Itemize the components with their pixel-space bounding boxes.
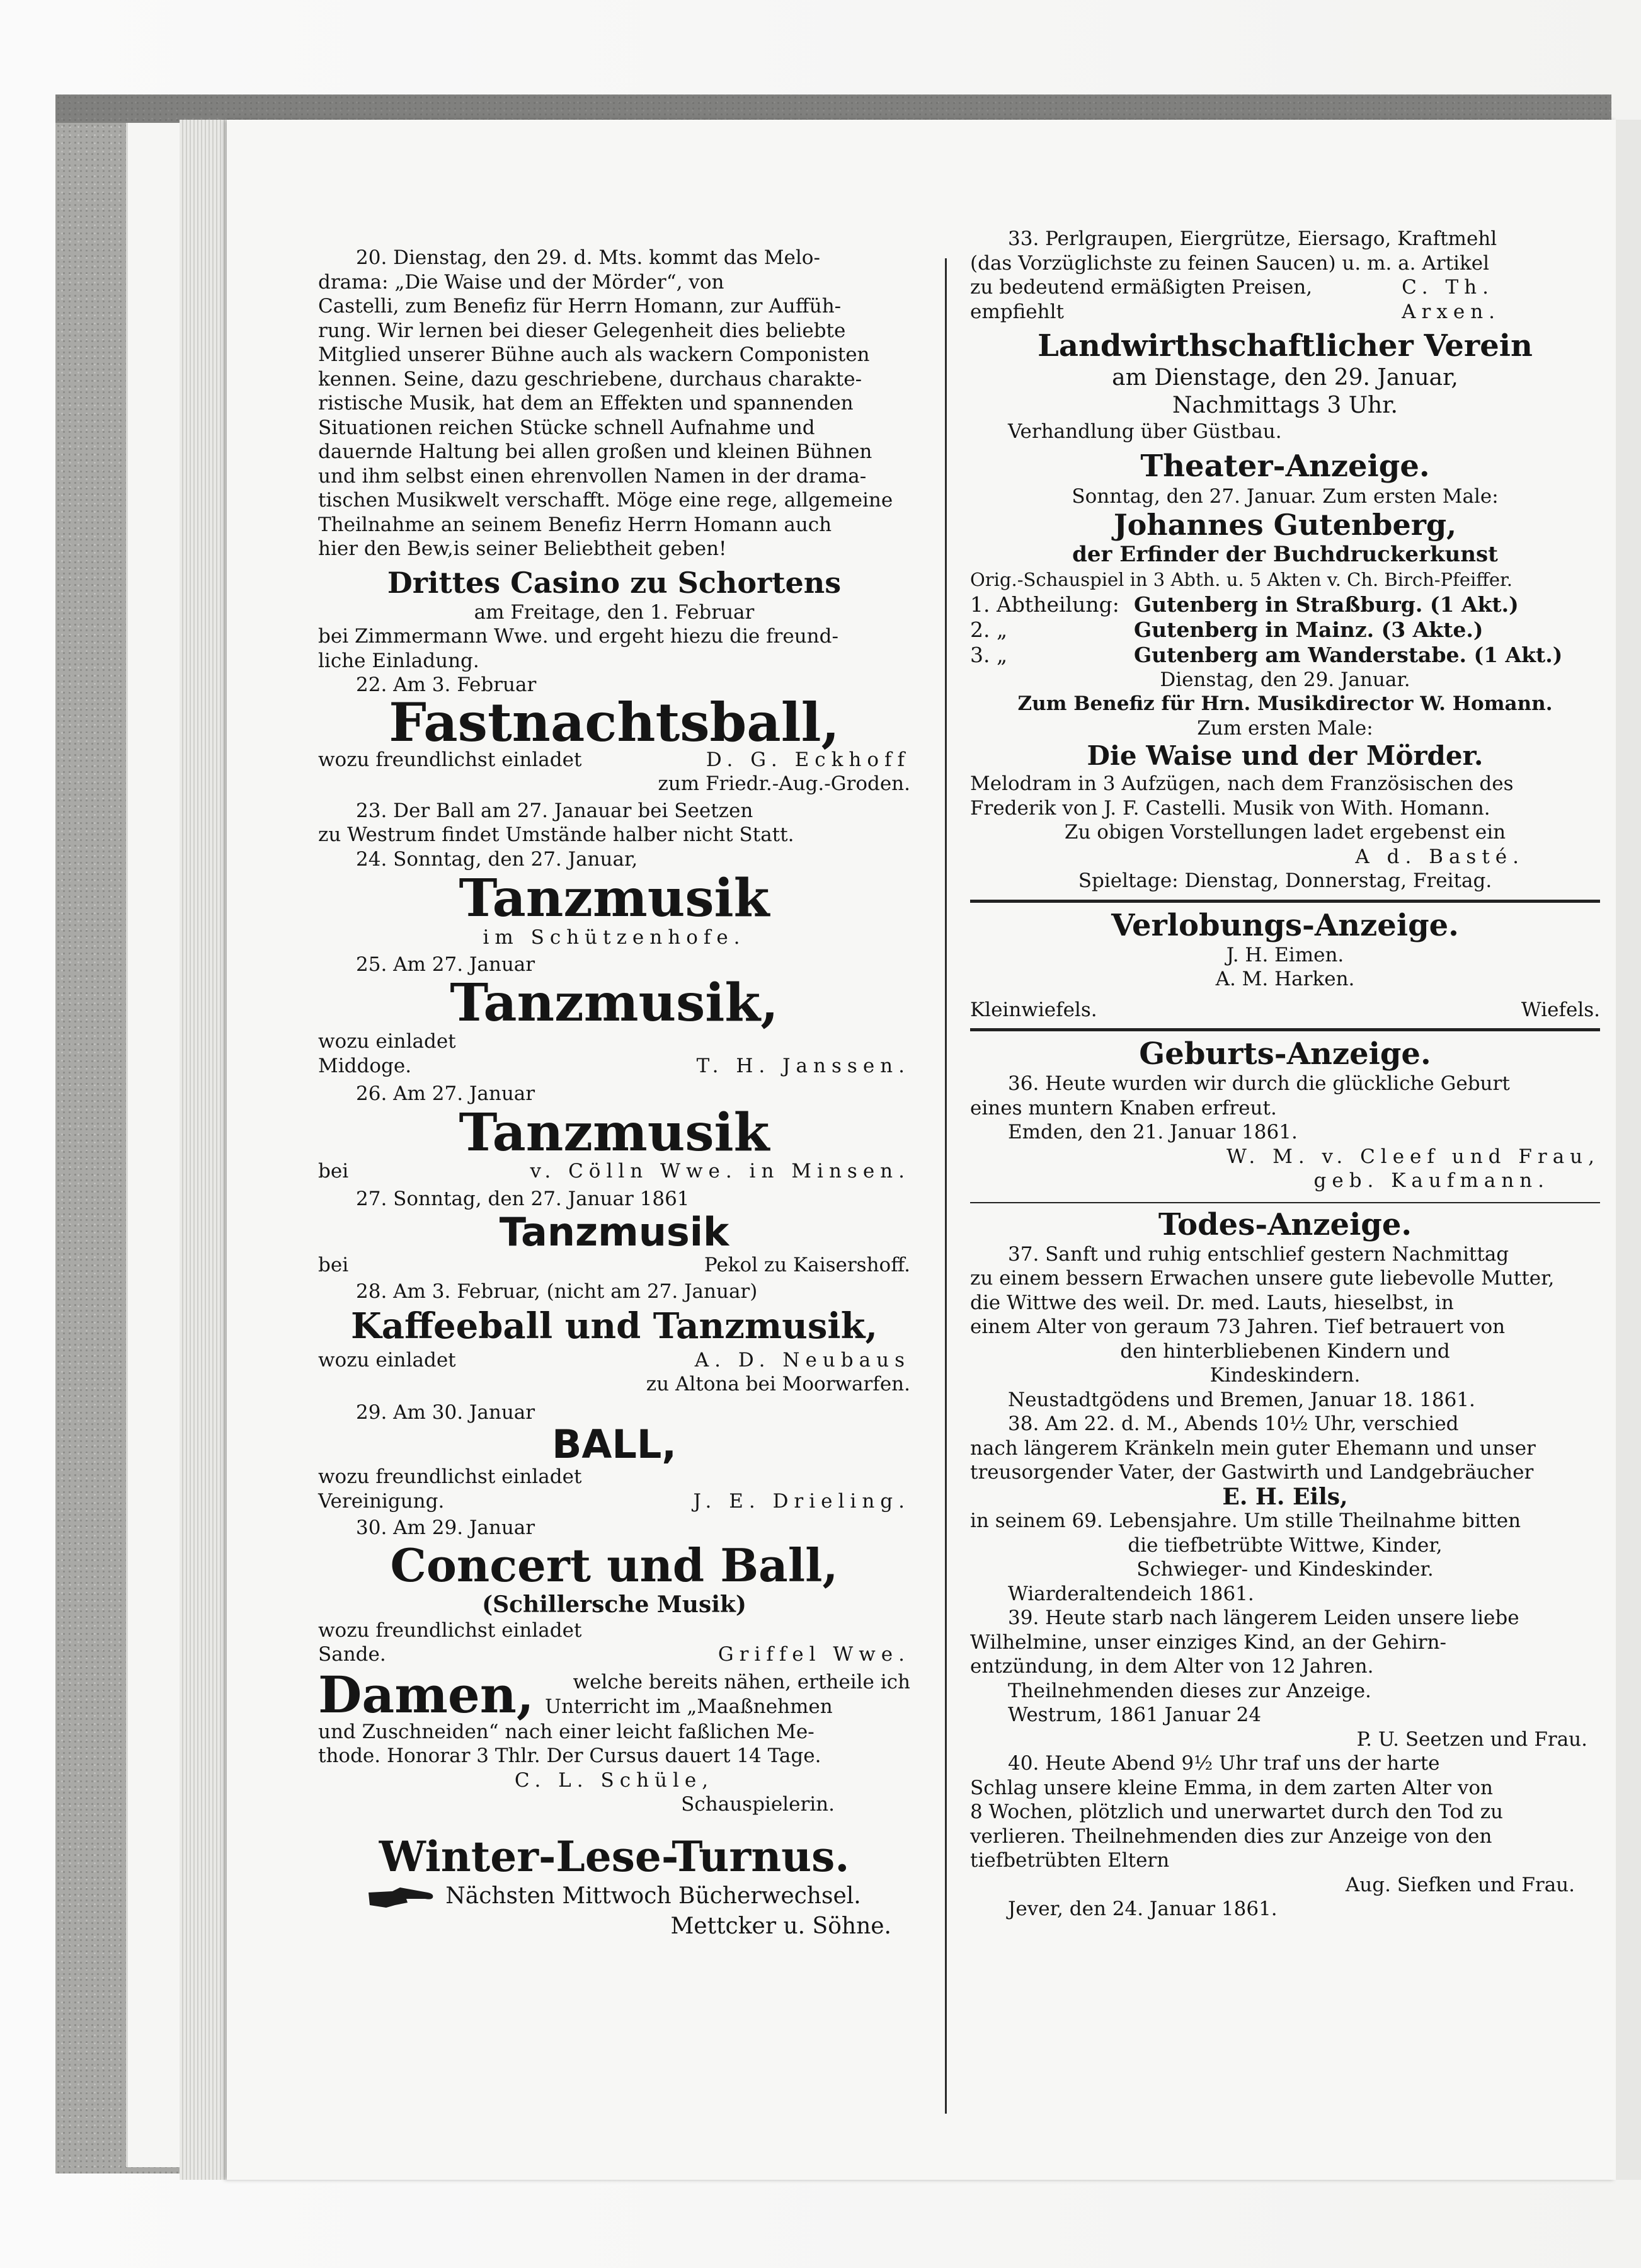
text-row bbox=[318, 1489, 910, 1514]
ad-23 bbox=[318, 799, 910, 847]
text-line: Zum Benefiz für Hrn. Musikdirector W. Homann. bbox=[1017, 692, 1553, 715]
damen-title: Damen, bbox=[318, 1664, 534, 1724]
ad-geburt bbox=[970, 1036, 1600, 1193]
text-line: am Dienstage, den 29. Januar, bbox=[1112, 365, 1458, 391]
signature: v. Cölln Wwe. in Minsen. bbox=[530, 1159, 910, 1183]
text-line: Sonntag, den 27. Januar. Zum ersten Male: bbox=[1072, 484, 1499, 508]
text-line: am Freitage, den 1. Februar bbox=[474, 600, 755, 624]
text-row bbox=[318, 1054, 910, 1079]
ad-25-tanzmusik bbox=[318, 953, 910, 1079]
ad-38 bbox=[970, 1412, 1600, 1606]
text-line: Frederik von J. F. Castelli. Musik von With. Homann. bbox=[970, 796, 1490, 820]
text-line: Schwieger- und Kindeskinder. bbox=[1136, 1558, 1434, 1581]
text-row bbox=[318, 1348, 910, 1373]
text-line: treusorgender Vater, der Gastwirth und Landgebräucher bbox=[970, 1461, 1534, 1484]
ad-27-tanzmusik bbox=[318, 1187, 910, 1277]
text-row bbox=[318, 1642, 910, 1667]
tanzmusik-title: Tanzmusik, bbox=[450, 973, 779, 1033]
text-line: bei Zimmermann Wwe. und ergeht hiezu die freund- bbox=[318, 625, 838, 648]
text-line: nach längerem Kränkeln mein guter Ehemann und unser bbox=[970, 1436, 1536, 1460]
ad-theater bbox=[970, 448, 1600, 893]
theater-title: Theater-Anzeige. bbox=[1140, 448, 1430, 484]
tanzmusik-title: Tanzmusik bbox=[499, 1208, 729, 1255]
text-line: und Zuschneiden“ nach einer leicht faßlichen Me- bbox=[318, 1720, 815, 1743]
text-line: wozu einladet bbox=[318, 1030, 456, 1053]
text-line: Unterricht im „Maaßnehmen bbox=[545, 1695, 833, 1718]
text-line: und ihm selbst einen ehrenvollen Namen in der drama- bbox=[318, 464, 867, 488]
verlobung-title: Verlobungs-Anzeige. bbox=[1111, 907, 1459, 943]
ad-39 bbox=[970, 1606, 1600, 1751]
column-divider bbox=[945, 258, 947, 2114]
ad-damen bbox=[318, 1664, 910, 1817]
text-line: rung. Wir lernen bei dieser Gelegenheit dies beliebte bbox=[318, 319, 846, 342]
text-line: die tiefbetrübte Wittwe, Kinder, bbox=[1128, 1533, 1443, 1557]
text-line: kennen. Seine, dazu geschriebene, durchaus charakte- bbox=[318, 367, 862, 391]
text-line: den hinterbliebenen Kindern und bbox=[1120, 1339, 1450, 1363]
signature: Pekol zu Kaisershoff. bbox=[704, 1253, 910, 1276]
text-line: E. H. Eils, bbox=[1222, 1483, 1348, 1510]
page-stack-edges bbox=[180, 120, 230, 2180]
part-row bbox=[970, 592, 1600, 617]
concert-title: Concert und Ball, bbox=[390, 1538, 838, 1592]
place: Wiefels. bbox=[1521, 998, 1600, 1021]
text-line: Verhandlung über Güstbau. bbox=[1008, 420, 1282, 443]
text-line: (das Vorzüglichste zu feinen Saucen) u. m. a. Artikel bbox=[970, 251, 1489, 275]
text-line: 27. Sonntag, den 27. Januar 1861 bbox=[356, 1188, 690, 1210]
place: Kleinwiefels. bbox=[970, 998, 1097, 1021]
lese-line bbox=[318, 1881, 910, 1911]
part-row bbox=[970, 643, 1600, 668]
text-line: Nächsten Mittwoch Bücherwechsel. bbox=[445, 1882, 861, 1909]
signature: Griffel Wwe. bbox=[718, 1643, 910, 1666]
text-line: 29. Am 30. Januar bbox=[356, 1400, 535, 1424]
ad-verlobung bbox=[970, 908, 1600, 1022]
ad-20-melodrama bbox=[318, 246, 910, 561]
signature: J. E. Drieling. bbox=[693, 1489, 910, 1513]
text-line: die Wittwe des weil. Dr. med. Lauts, hieselbst, in bbox=[970, 1291, 1454, 1314]
text-line: 23. Der Ball am 27. Janauar bei Seetzen bbox=[356, 799, 753, 822]
text-line: entzündung, in dem Alter von 12 Jahren. bbox=[970, 1655, 1374, 1678]
text-line: einem Alter von geraum 73 Jahren. Tief betrauert von bbox=[970, 1315, 1506, 1338]
text-line: Wiarderaltendeich 1861. bbox=[1008, 1582, 1254, 1605]
ball-title: BALL, bbox=[552, 1421, 677, 1467]
text-line: zu Westrum findet Umstände halber nicht Statt. bbox=[318, 823, 794, 846]
page-right-edge bbox=[1616, 120, 1641, 2180]
text-line: tischen Musikwelt verschafft. Möge eine rege, allgemeine bbox=[318, 489, 893, 512]
ad-29-ball bbox=[318, 1400, 910, 1514]
ad-37 bbox=[970, 1242, 1600, 1412]
ad-todes bbox=[970, 1207, 1600, 1922]
left-column bbox=[318, 246, 910, 1942]
book-cover-top-edge bbox=[55, 94, 1611, 123]
text-line: hier den Bew,is seiner Beliebtheit geben! bbox=[318, 537, 727, 560]
ad-casino bbox=[318, 565, 910, 673]
text-line: A. M. Harken. bbox=[1215, 968, 1355, 990]
kaffeeball-title: Kaffeeball und Tanzmusik, bbox=[351, 1305, 878, 1347]
text-line: 28. Am 3. Februar, (nicht am 27. Januar) bbox=[356, 1280, 758, 1303]
text-line: welche bereits nähen, ertheile ich bbox=[573, 1671, 910, 1693]
text-line: wozu freundlichst einladet bbox=[318, 1618, 582, 1642]
place: Sande. bbox=[318, 1643, 386, 1666]
section-rule bbox=[970, 1202, 1600, 1203]
text-line: 37. Sanft und ruhig entschlief gestern Nachmittag bbox=[1008, 1242, 1509, 1266]
text-line: in seinem 69. Lebensjahre. Um stille Theilnahme bitten bbox=[970, 1509, 1521, 1532]
ad-40 bbox=[970, 1751, 1600, 1922]
text-line: 36. Heute wurden wir durch die glückliche Geburt bbox=[1008, 1072, 1510, 1095]
text-line: zu bedeutend ermäßigten Preisen, empfiehlt bbox=[970, 276, 1313, 323]
text-line: Zum ersten Male: bbox=[1197, 716, 1373, 740]
damen-intro bbox=[545, 1670, 910, 1719]
text-line: 30. Am 29. Januar bbox=[356, 1516, 535, 1539]
ad-landwirthschaftlicher-verein bbox=[970, 328, 1600, 444]
signature: T. H. Janssen. bbox=[696, 1054, 910, 1077]
text-line: tiefbetrübten Eltern bbox=[970, 1849, 1170, 1872]
text-row bbox=[318, 1159, 910, 1184]
ad-30-concert bbox=[318, 1516, 910, 1667]
text-line: wozu freundlichst einladet bbox=[318, 1465, 582, 1488]
casino-title: Drittes Casino zu Schortens bbox=[387, 565, 842, 600]
text-line: 33. Perlgraupen, Eiergrütze, Eiersago, Kraftmehl bbox=[1008, 227, 1497, 250]
text-line: J. H. Eimen. bbox=[1226, 943, 1344, 966]
verein-title: Landwirthschaftlicher Verein bbox=[1038, 328, 1533, 364]
ad-lese-turnus bbox=[318, 1832, 910, 1942]
text-line: bei bbox=[318, 1253, 349, 1276]
text-line: Wilhelmine, unser einziges Kind, an der Gehirn- bbox=[970, 1630, 1446, 1654]
text-line: Theilnehmenden dieses zur Anzeige. bbox=[1008, 1679, 1371, 1702]
signature: Aug. Siefken und Frau. bbox=[1345, 1873, 1575, 1896]
part-title: Gutenberg in Straßburg. (1 Akt.) bbox=[1134, 592, 1519, 617]
text-line: Schlag unsere kleine Emma, in dem zarten Alter von bbox=[970, 1776, 1493, 1799]
geburt-title: Geburts-Anzeige. bbox=[1139, 1036, 1431, 1072]
text-line: Situationen reichen Stücke schnell Aufnahme und bbox=[318, 416, 815, 439]
text-line: 22. Am 3. Februar bbox=[356, 673, 537, 696]
todes-title: Todes-Anzeige. bbox=[1158, 1206, 1412, 1242]
text-line: drama: „Die Waise und der Mörder“, von bbox=[318, 270, 724, 294]
text-line: zum Friedr.-Aug.-Groden. bbox=[658, 772, 910, 795]
play2-title: Die Waise und der Mörder. bbox=[1087, 740, 1484, 771]
text-line: bei bbox=[318, 1159, 349, 1183]
signature: C. Th. Arxen. bbox=[1402, 276, 1501, 323]
play-title: Johannes Gutenberg, bbox=[1113, 508, 1457, 542]
play-subtitle: der Erfinder der Buchdruckerkunst bbox=[1072, 542, 1498, 567]
text-line: geb. Kaufmann. bbox=[1313, 1169, 1550, 1192]
tanzmusik-title: Tanzmusik bbox=[459, 1102, 770, 1163]
ad-33 bbox=[970, 227, 1600, 324]
text-line: zu Altona bei Moorwarfen. bbox=[646, 1373, 910, 1395]
tanzmusik-title: Tanzmusik bbox=[459, 868, 770, 929]
part-number: 1. Abtheilung: bbox=[970, 592, 1119, 617]
text-line: Castelli, zum Benefiz für Herrn Homann, zur Auffüh- bbox=[318, 295, 842, 318]
text-line: 26. Am 27. Januar bbox=[356, 1082, 535, 1105]
text-line: Dienstag, den 29. Januar. bbox=[1160, 668, 1410, 691]
place: Vereinigung. bbox=[318, 1489, 445, 1513]
lese-turnus-title: Winter-Lese-Turnus. bbox=[379, 1831, 850, 1881]
text-line: Spieltage: Dienstag, Donnerstag, Freitag. bbox=[1078, 869, 1492, 892]
right-column bbox=[970, 227, 1600, 1922]
pointing-hand-icon bbox=[367, 1885, 437, 1910]
signature: Mettcker u. Söhne. bbox=[670, 1913, 891, 1939]
ad-28-kaffeeball bbox=[318, 1280, 910, 1397]
text-line: 40. Heute Abend 9½ Uhr traf uns der harte bbox=[1008, 1752, 1440, 1775]
part-row bbox=[970, 617, 1600, 643]
signature: P. U. Seetzen und Frau. bbox=[1356, 1727, 1587, 1751]
text-line: Westrum, 1861 Januar 24 bbox=[1008, 1704, 1262, 1726]
concert-subtitle: (Schillersche Musik) bbox=[482, 1591, 746, 1618]
part-title: Gutenberg am Wanderstabe. (1 Akt.) bbox=[1134, 642, 1563, 667]
ad-26-tanzmusik bbox=[318, 1082, 910, 1183]
text-line: ristische Musik, hat dem an Effekten und spannenden bbox=[318, 392, 854, 415]
text-line: Orig.-Schauspiel in 3 Abth. u. 5 Akten v. Ch. Birch-Pfeiffer. bbox=[970, 569, 1512, 590]
text-line: 8 Wochen, plötzlich und unerwartet durch den Tod zu bbox=[970, 1801, 1503, 1823]
text-row bbox=[318, 1253, 910, 1278]
part-title: Gutenberg in Mainz. (3 Akte.) bbox=[1134, 617, 1484, 642]
section-rule bbox=[970, 1028, 1600, 1031]
text-line: 39. Heute starb nach längerem Leiden unsere liebe bbox=[1008, 1606, 1519, 1629]
text-line: im Schützenhofe. bbox=[483, 926, 746, 949]
text-line: wozu einladet bbox=[318, 1348, 456, 1372]
ad-22-fastnachtsball bbox=[318, 673, 910, 796]
text-line: 24. Sonntag, den 27. Januar, bbox=[356, 847, 638, 871]
text-line: thode. Honorar 3 Thlr. Der Cursus dauert 14 Tage. bbox=[318, 1744, 821, 1767]
signature: W. M. v. Cleef und Frau, bbox=[1226, 1145, 1600, 1168]
text-line: Jever, den 24. Januar 1861. bbox=[1008, 1898, 1278, 1920]
text-line: 38. Am 22. d. M., Abends 10½ Uhr, verschied bbox=[1008, 1412, 1459, 1435]
text-line: Theilnahme an seinem Benefiz Herrn Homann auch bbox=[318, 513, 832, 536]
text-line: Emden, den 21. Januar 1861. bbox=[1008, 1121, 1298, 1143]
text-line: 25. Am 27. Januar bbox=[356, 953, 535, 976]
text-row bbox=[970, 275, 1600, 324]
text-row bbox=[970, 998, 1600, 1022]
ad-24-tanzmusik bbox=[318, 847, 910, 950]
fastnachtsball-title: Fastnachtsball, bbox=[389, 690, 840, 753]
text-line: zu einem bessern Erwachen unsere gute liebevolle Mutter, bbox=[970, 1267, 1555, 1290]
signature: A d. Basté. bbox=[1355, 845, 1524, 868]
text-line: Nachmittags 3 Uhr. bbox=[1172, 392, 1398, 418]
damen-header-row bbox=[318, 1664, 910, 1724]
text-line: Mitglied unserer Bühne auch als wackern Componisten bbox=[318, 343, 870, 366]
text-line: verlieren. Theilnehmenden dies zur Anzeige von den bbox=[970, 1824, 1492, 1848]
text-line: liche Einladung. bbox=[318, 649, 479, 672]
text-line: Schauspielerin. bbox=[681, 1793, 835, 1816]
text-line: eines muntern Knaben erfreut. bbox=[970, 1096, 1277, 1120]
signature: C. L. Schüle, bbox=[514, 1768, 714, 1792]
signature: A. D. Neubaus bbox=[694, 1348, 910, 1372]
text-line: Melodram in 3 Aufzügen, nach dem Französischen des bbox=[970, 772, 1514, 795]
text-line: 20. Dienstag, den 29. d. Mts. kommt das Melo- bbox=[356, 246, 820, 269]
text-line: Kindeskindern. bbox=[1209, 1364, 1361, 1387]
signature: D. G. Eckhoff bbox=[706, 748, 910, 771]
text-line: Zu obigen Vorstellungen ladet ergebenst ein bbox=[1064, 821, 1506, 844]
text-line: wozu freundlichst einladet bbox=[318, 748, 582, 771]
part-number: 2. „ bbox=[970, 617, 1008, 642]
text-line: dauernde Haltung bei allen großen und kleinen Bühnen bbox=[318, 440, 872, 463]
section-rule bbox=[970, 900, 1600, 903]
place: Middoge. bbox=[318, 1054, 412, 1077]
text-line: Neustadtgödens und Bremen, Januar 18. 1861. bbox=[1008, 1388, 1475, 1411]
part-number: 3. „ bbox=[970, 642, 1008, 667]
